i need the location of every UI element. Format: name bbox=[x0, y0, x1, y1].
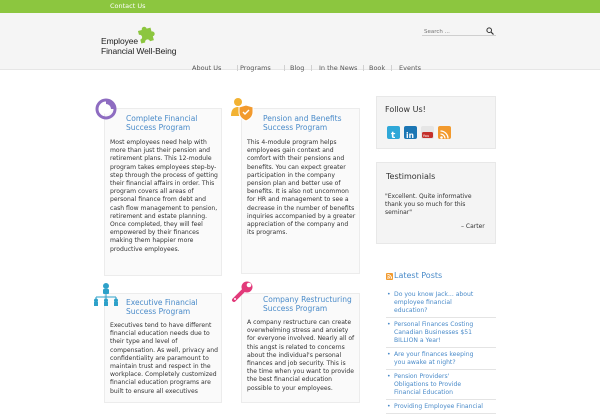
nav-separator bbox=[284, 65, 285, 71]
puzzle-piece-icon bbox=[135, 23, 157, 43]
card-text-line: financial education programs are bbox=[110, 379, 211, 387]
card-text-line: for HR and management to see a bbox=[247, 196, 349, 204]
latest-post-item[interactable] bbox=[386, 351, 496, 370]
card-title-link[interactable] bbox=[126, 298, 198, 316]
program-card-complete bbox=[104, 108, 222, 276]
latest-post-item[interactable] bbox=[386, 291, 496, 318]
card-text-line: built to ensure all executives bbox=[110, 387, 198, 395]
card-text-line: benefits. It is also not uncommon bbox=[247, 188, 349, 196]
program-card-executive bbox=[104, 293, 222, 403]
program-card-restructuring bbox=[241, 293, 360, 403]
nav-book[interactable]: Book bbox=[369, 64, 386, 72]
org-chart-icon bbox=[92, 282, 120, 306]
person-shield-icon bbox=[230, 96, 256, 122]
card-text-line: pension plan and better use of bbox=[247, 180, 341, 188]
card-text-line: program covers all areas of bbox=[110, 188, 194, 196]
nav-about-us[interactable]: About Us bbox=[192, 64, 222, 72]
card-text-line: participation in the company bbox=[247, 171, 335, 179]
logo-line-2: Financial Well-Being bbox=[101, 46, 177, 56]
card-text-line: their type and level of bbox=[110, 338, 178, 346]
search-icon[interactable] bbox=[486, 27, 494, 35]
latest-posts-list bbox=[386, 291, 496, 417]
testimonial-quote bbox=[385, 193, 472, 217]
card-description bbox=[247, 319, 361, 393]
card-text-line: This 4-module program helps bbox=[247, 139, 337, 146]
card-description bbox=[110, 322, 222, 396]
logo-line-1: Employee bbox=[101, 36, 138, 46]
follow-us-widget bbox=[376, 96, 496, 149]
rss-icon[interactable] bbox=[438, 126, 451, 139]
card-text-line: their financial affairs in order. This bbox=[110, 180, 215, 188]
card-text-line: its programs. bbox=[247, 229, 288, 237]
testimonials-title: Testimonials bbox=[386, 172, 436, 181]
card-title-line-2: Success Program bbox=[263, 304, 328, 313]
quote-line: "Excellent. Quite informative bbox=[385, 193, 472, 200]
nav-separator bbox=[363, 65, 364, 71]
card-text-line: comfort with their pensions and bbox=[247, 155, 345, 163]
card-title-line-2: Success Program bbox=[263, 123, 328, 132]
nav-separator bbox=[237, 65, 238, 71]
card-text-line: retirement plans. This 12-module bbox=[110, 155, 212, 163]
nav-in-the-news[interactable]: In the News bbox=[319, 64, 358, 72]
card-title-line-1: Executive Financial bbox=[126, 298, 198, 307]
card-text-line: for everyone involved. Nearly all of bbox=[247, 335, 355, 343]
card-text-line: overwhelming stress and anxiety bbox=[247, 327, 349, 335]
svg-text:in: in bbox=[406, 131, 414, 140]
card-text-line: Most employees need help with bbox=[110, 139, 207, 146]
quote-line: seminar" bbox=[385, 209, 413, 216]
post-title-line: Canadian Businesses $51 bbox=[394, 329, 473, 336]
post-title-line: • Are your finances keeping bbox=[394, 351, 474, 358]
card-text-line: this angst is related to concerns bbox=[247, 343, 345, 351]
card-text-line: cash flow management to pension, bbox=[110, 204, 218, 212]
twitter-icon[interactable] bbox=[387, 126, 400, 139]
site-header bbox=[0, 13, 600, 70]
post-title-line: • Pension Providers' bbox=[394, 373, 450, 380]
card-title-line-1: Pension and Benefits bbox=[263, 114, 342, 123]
follow-us-title: Follow Us! bbox=[385, 105, 426, 114]
svg-text:t: t bbox=[391, 131, 396, 141]
post-title-line: • Providing Employee Financial bbox=[394, 403, 483, 410]
pie-chart-icon bbox=[95, 98, 117, 120]
post-title-line: • Do you know Jack... about bbox=[394, 291, 474, 298]
post-title-line: Financial Education bbox=[394, 389, 453, 396]
card-text-line: A company restructure can create bbox=[247, 319, 352, 326]
latest-post-item[interactable] bbox=[386, 403, 496, 414]
testimonial-author: – Carter bbox=[461, 223, 485, 230]
card-text-line: Executives tend to have different bbox=[110, 322, 212, 329]
card-text-line: empowered by their finances bbox=[110, 229, 200, 237]
card-text-line: personal finance from debt and bbox=[110, 196, 206, 204]
svg-text:You: You bbox=[422, 132, 430, 138]
card-title-line-1: Company Restructuring bbox=[263, 295, 352, 304]
card-text-line: making them happier more bbox=[110, 237, 194, 245]
card-text-line: benefits. You can expect greater bbox=[247, 163, 346, 171]
card-text-line: financial education needs due to bbox=[110, 330, 210, 338]
card-text-line: the time when you want to provide bbox=[247, 368, 355, 376]
quote-line: thank you so much for this bbox=[385, 201, 466, 208]
nav-events[interactable]: Events bbox=[399, 64, 422, 72]
post-title-line: employee financial bbox=[394, 299, 452, 306]
nav-separator bbox=[391, 65, 392, 71]
card-text-line: step through the process of getting bbox=[110, 171, 218, 179]
card-text-line: retirement and estate planning. bbox=[110, 212, 208, 220]
card-text-line: more than just their pension and bbox=[110, 147, 211, 155]
youtube-icon[interactable] bbox=[421, 126, 434, 139]
card-title-line-2: Success Program bbox=[126, 307, 191, 316]
linkedin-icon[interactable] bbox=[404, 126, 417, 139]
card-text-line: program takes employees step-by- bbox=[110, 163, 217, 171]
card-title-link[interactable] bbox=[263, 295, 352, 313]
program-card-pension bbox=[241, 108, 360, 274]
card-text-line: appreciation of the company and bbox=[247, 221, 349, 229]
card-text-line: the best financial education bbox=[247, 376, 332, 384]
card-text-line: productive employees. bbox=[110, 245, 180, 253]
card-text-line: employees gain context and bbox=[247, 147, 334, 155]
card-text-line: inquiries accompanied by a greater bbox=[247, 212, 356, 220]
latest-post-item[interactable] bbox=[386, 321, 496, 348]
search-box bbox=[422, 27, 496, 36]
site-logo[interactable] bbox=[101, 23, 211, 59]
post-title-line: education? bbox=[394, 307, 428, 314]
post-title-line: • Personal Finances Costing bbox=[394, 321, 474, 328]
nav-blog[interactable]: Blog bbox=[290, 64, 305, 72]
card-text-line: workplace. Completely customized bbox=[110, 371, 217, 379]
card-text-line: decrease in the number of benefits bbox=[247, 204, 355, 212]
latest-post-item[interactable] bbox=[386, 373, 496, 400]
contact-us-link[interactable]: Contact Us bbox=[110, 2, 146, 10]
search-input[interactable] bbox=[424, 27, 484, 36]
card-text-line: Once completed, they will feel bbox=[110, 221, 203, 229]
card-text-line: finances and job security. This is bbox=[247, 360, 346, 368]
card-title-link[interactable] bbox=[263, 114, 342, 132]
card-text-line: possible to your employees. bbox=[247, 384, 333, 392]
nav-programs[interactable]: Programs bbox=[240, 64, 271, 72]
card-title-line-2: Success Program bbox=[126, 123, 191, 132]
rss-feed-icon[interactable] bbox=[386, 273, 393, 280]
post-title-line: Obligations to Provide bbox=[394, 381, 462, 388]
card-title-link[interactable] bbox=[126, 114, 197, 132]
card-title-line-1: Complete Financial bbox=[126, 114, 198, 123]
post-title-line: you awake at night? bbox=[394, 359, 456, 366]
card-text-line: maintain trust and respect in the bbox=[110, 363, 211, 371]
card-text-line: compensation. As well, privacy and bbox=[110, 346, 218, 354]
top-bar bbox=[0, 0, 600, 13]
nav-separator bbox=[311, 65, 312, 71]
card-description bbox=[247, 139, 361, 237]
card-text-line: confidentiality are paramount to bbox=[110, 354, 209, 362]
testimonials-widget bbox=[376, 162, 496, 244]
latest-posts-title[interactable]: Latest Posts bbox=[394, 271, 443, 280]
card-text-line: about the individual's personal bbox=[247, 351, 342, 359]
card-description bbox=[110, 139, 222, 254]
post-title-line: BILLION a Year! bbox=[394, 337, 441, 344]
wrench-icon bbox=[231, 281, 255, 303]
